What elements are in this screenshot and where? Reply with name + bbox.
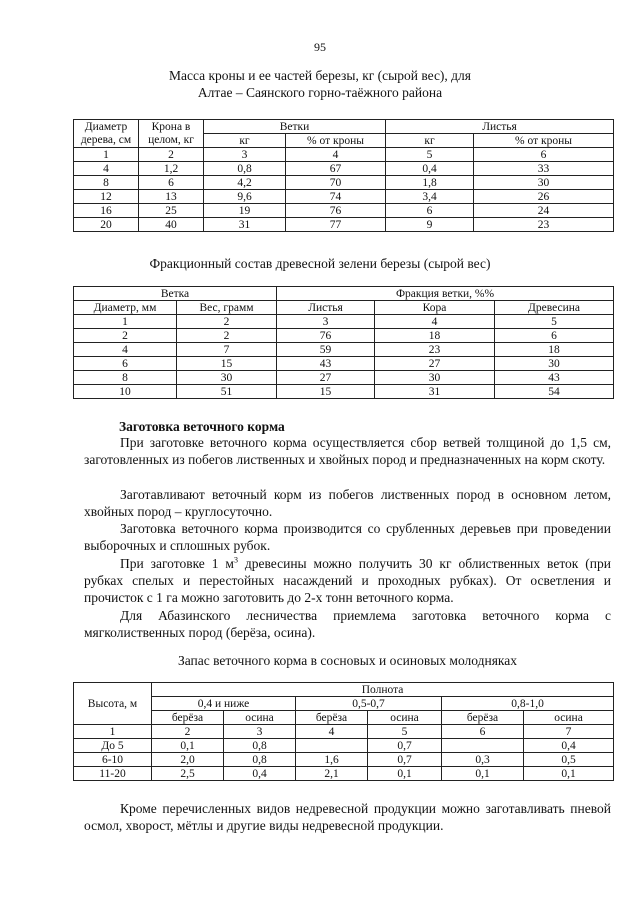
table2-title: Фракционный состав древесной зелени березы (сырой вес) [149,256,491,271]
table-cell: 2 [74,329,177,343]
table-cell: 54 [495,385,614,399]
header-leaves: Листья [277,301,375,315]
table-cell: 0,3 [442,753,524,767]
header-diameter: Диаметр, мм [74,301,177,315]
table-fodder-reserve [73,682,614,781]
table-cell: 7 [177,343,277,357]
table-cell: 23 [474,218,614,232]
table-cell: 5 [386,148,474,162]
table-cell: 33 [474,162,614,176]
table-cell: 70 [286,176,386,190]
table-cell: 8 [74,176,139,190]
table-cell: 9 [386,218,474,232]
header-fraction: Фракция ветки, %% [277,287,614,301]
table-cell: 4 [74,343,177,357]
table-cell: 0,4 [524,739,614,753]
table-cell: 7 [524,725,614,739]
table-row [74,218,614,232]
table-row [74,176,614,190]
table-cell: 11-20 [74,767,152,781]
table-cell: 43 [277,357,375,371]
table-cell: 26 [474,190,614,204]
table-cell: 0,4 [386,162,474,176]
table-cell: 74 [286,190,386,204]
table-cell: 13 [139,190,204,204]
table-row [74,190,614,204]
table-cell: 1,8 [386,176,474,190]
table-cell: 2 [177,315,277,329]
table-cell: 12 [74,190,139,204]
table-cell: 10 [74,385,177,399]
table-row [74,148,614,162]
table-row [74,357,614,371]
paragraph: Кроме перечисленных видов недревесной продукции можно заготавливать пневой осмол, хворост, мётлы и другие виды недревесной продукции. [84,801,611,833]
table-cell: 16 [74,204,139,218]
table-cell: 6 [386,204,474,218]
table-cell: 4,2 [204,176,286,190]
table-cell: 0,1 [368,767,442,781]
superscript: 3 [233,555,238,565]
table-cell: 1 [74,148,139,162]
table-row [74,725,614,739]
table-row [74,162,614,176]
table1-title-line2: Алтае – Саянского горно-таёжного района [197,85,443,100]
table-row [74,204,614,218]
table-cell: 1 [74,315,177,329]
table1-title-line1: Масса кроны и ее частей березы, кг (сырой вес), для [168,68,471,83]
table-cell: 0,1 [524,767,614,781]
subheader-kg: кг [204,134,286,148]
subheader-pct: % от кроны [474,134,614,148]
table-cell: 6-10 [74,753,152,767]
header-density-group: 0,8-1,0 [442,697,614,711]
table-crown-mass [73,119,614,232]
header-aspen: осина [524,711,614,725]
header-wood: Древесина [495,301,614,315]
table-cell: 6 [139,176,204,190]
table-row [74,767,614,781]
header-crown: Крона в целом, кг [139,120,204,148]
header-bark: Кора [375,301,495,315]
header-density: Полнота [152,683,614,697]
table-cell: 1,2 [139,162,204,176]
table-cell: 59 [277,343,375,357]
table-fraction-composition [73,286,614,399]
table-cell: 1,6 [296,753,368,767]
page-number: 95 [314,40,326,54]
table-cell: 23 [375,343,495,357]
table-row [74,343,614,357]
table-cell: 6 [474,148,614,162]
table-cell: 6 [74,357,177,371]
header-aspen: осина [224,711,296,725]
table-row [74,329,614,343]
table-cell: 3 [277,315,375,329]
table-cell: 4 [286,148,386,162]
table-cell: 15 [277,385,375,399]
table-cell: 76 [277,329,375,343]
table-cell: 31 [375,385,495,399]
table-cell: 18 [495,343,614,357]
paragraph-text: древесины можно получить 30 кг облиственных веток (при рубках спелых и перестойных насаждений и проходных рубках). От осветления и прочисток с 1 га можно заготовить до 2-х тонн веточного корма. [84,556,611,605]
paragraph: Заготавливают веточный корм из побегов лиственных пород в основном летом, хвойных пород – круглосуточно. [84,487,611,519]
table-cell: 3,4 [386,190,474,204]
table-cell: 6 [495,329,614,343]
paragraph-text: При заготовке 1 м [120,556,234,571]
table-cell: 0,5 [524,753,614,767]
header-density-group: 0,4 и ниже [152,697,296,711]
table-cell: 1 [74,725,152,739]
table-cell: 2 [139,148,204,162]
table-row [74,385,614,399]
header-birch: берёза [152,711,224,725]
table-cell: 76 [286,204,386,218]
table-cell: 18 [375,329,495,343]
table-cell: 4 [296,725,368,739]
table-cell: 27 [375,357,495,371]
header-aspen: осина [368,711,442,725]
table-cell: 0,8 [224,753,296,767]
table-cell: 43 [495,371,614,385]
table-cell: 30 [474,176,614,190]
table-cell: 8 [74,371,177,385]
subheader-kg: кг [386,134,474,148]
table-cell: 2 [177,329,277,343]
table-cell: 0,8 [224,739,296,753]
table-cell: 6 [442,725,524,739]
table-cell: 27 [277,371,375,385]
paragraph: При заготовке веточного корма осуществляется сбор ветвей толщиной до 1,5 см, заготовленных из побегов лиственных и хвойных пород и предназначенных на корм скоту. [84,435,611,467]
header-branch: Ветка [74,287,277,301]
table-cell: 2,0 [152,753,224,767]
subheader-pct: % от кроны [286,134,386,148]
table-cell: 20 [74,218,139,232]
table-cell: 4 [375,315,495,329]
table-cell: 0,1 [152,739,224,753]
table-cell: 30 [177,371,277,385]
table-cell [442,739,524,753]
table-cell [296,739,368,753]
table-cell: 67 [286,162,386,176]
table-row [74,739,614,753]
table-cell: 24 [474,204,614,218]
table-row [74,753,614,767]
table-row [74,315,614,329]
header-diameter: Диаметр дерева, см [74,120,139,148]
table-cell: 5 [495,315,614,329]
header-birch: берёза [296,711,368,725]
table-cell: 0,7 [368,739,442,753]
paragraph: Для Абазинского лесничества приемлема заготовка веточного корма с мягколиственных пород (берёза, осина). [84,608,611,640]
table-cell: 30 [495,357,614,371]
table-cell: 19 [204,204,286,218]
header-density-group: 0,5-0,7 [296,697,442,711]
table-cell: 4 [74,162,139,176]
table-cell: 0,8 [204,162,286,176]
table-cell: 0,4 [224,767,296,781]
table-cell: 40 [139,218,204,232]
table-cell: 9,6 [204,190,286,204]
table-row [74,371,614,385]
table-cell: 25 [139,204,204,218]
table3-title: Запас веточного корма в сосновых и осиновых молодняках [177,653,518,668]
paragraph: Заготовка веточного корма производится со срубленных деревьев при проведении выборочных и сплошных рубок. [84,521,611,553]
table-cell: 77 [286,218,386,232]
table-cell: 31 [204,218,286,232]
table-cell: 2,5 [152,767,224,781]
header-leaves: Листья [386,120,614,134]
table-cell: 2 [152,725,224,739]
paragraph [84,555,611,606]
table-cell: 0,7 [368,753,442,767]
table-cell: 30 [375,371,495,385]
table-cell: 15 [177,357,277,371]
header-birch: берёза [442,711,524,725]
table-cell: 3 [204,148,286,162]
section-heading: Заготовка веточного корма [119,419,285,434]
table-cell: 2,1 [296,767,368,781]
table-cell: До 5 [74,739,152,753]
header-weight: Вес, грамм [177,301,277,315]
table-cell: 0,1 [442,767,524,781]
table-cell: 3 [224,725,296,739]
header-height: Высота, м [74,683,152,725]
table-cell: 51 [177,385,277,399]
header-branches: Ветки [204,120,386,134]
table-cell: 5 [368,725,442,739]
table1-title [0,67,640,101]
